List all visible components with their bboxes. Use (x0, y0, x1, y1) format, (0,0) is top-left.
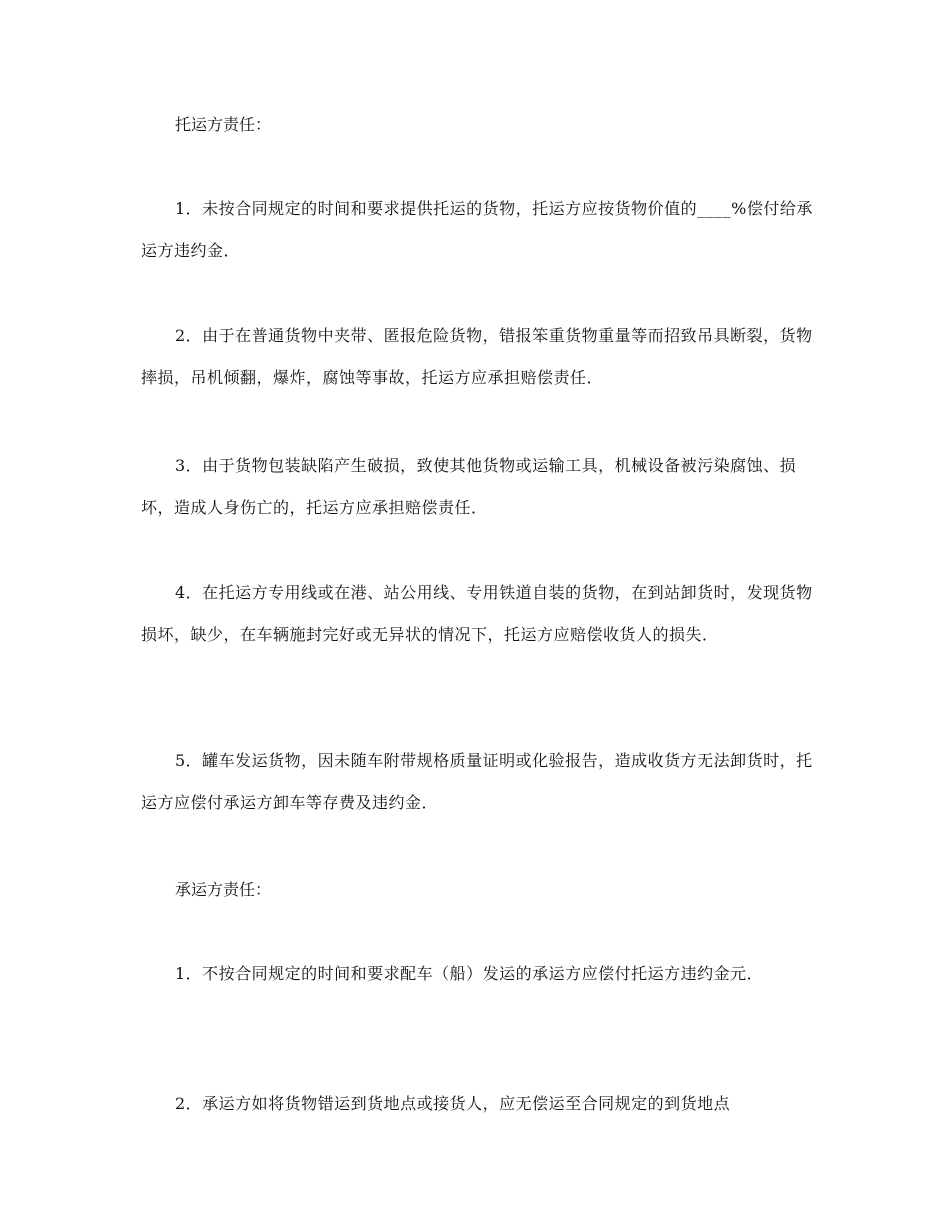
shipper-item-3: 3．由于货物包装缺陷产生破损，致使其他货物或运输工具，机械设备被污染腐蚀、损坏，造成人身伤亡的，托运方应承担赔偿责任． (141, 456, 797, 517)
carrier-responsibility-heading: 承运方责任： (175, 880, 272, 899)
shipper-item-4: 4．在托运方专用线或在港、站公用线、专用铁道自装的货物，在到站卸货时，发现货物损坏，缺少，在车辆施封完好或无异状的情况下，托运方应赔偿收货人的损失． (141, 583, 813, 644)
carrier-item-1: 1．不按合同规定的时间和要求配车（船）发运的承运方应偿付托运方违约金元． (175, 964, 764, 983)
shipper-item-2: 2．由于在普通货物中夹带、匿报危险货物，错报笨重货物重量等而招致吊具断裂，货物摔损，吊机倾翻，爆炸，腐蚀等事故，托运方应承担赔偿责任． (141, 326, 813, 387)
shipper-item-5: 5．罐车发运货物，因未随车附带规格质量证明或化验报告，造成收货方无法卸货时，托运方应偿付承运方卸车等存费及违约金． (141, 751, 813, 812)
shipper-item-1: 1．未按合同规定的时间和要求提供托运的货物，托运方应按货物价值的____%偿付给承运方违约金． (141, 199, 813, 260)
shipper-responsibility-heading: 托运方责任： (175, 115, 272, 134)
carrier-item-2: 2．承运方如将货物错运到货地点或接货人，应无偿运至合同规定的到货地点 (175, 1094, 731, 1113)
